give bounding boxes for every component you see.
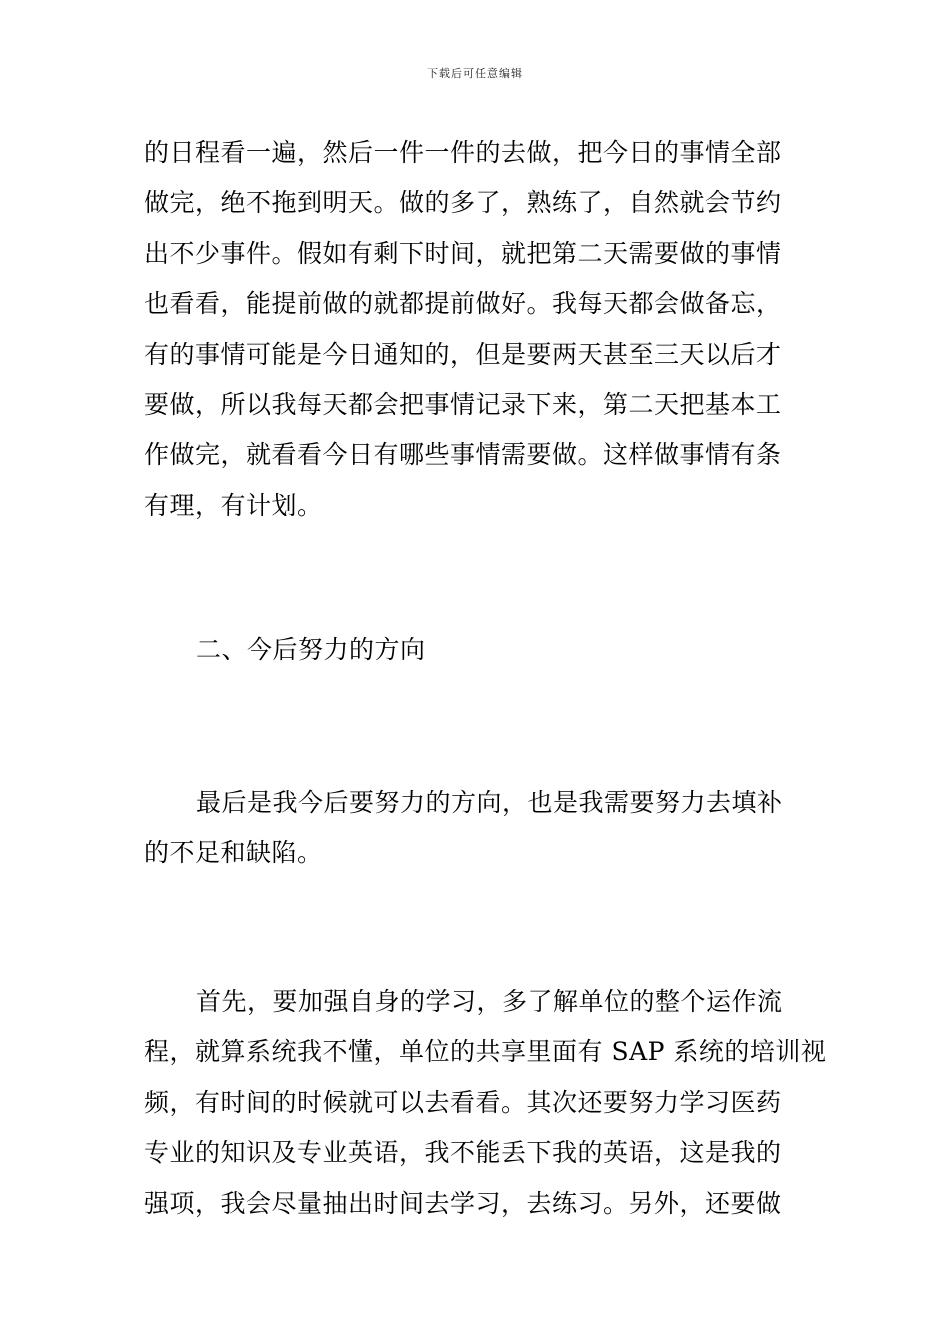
page-header: 下载后可任意编辑 — [427, 67, 523, 80]
text-line: 作做完，就看看今日有哪些事情需要做。这样做事情有条 — [144, 440, 782, 470]
paragraph-intro-direction — [144, 778, 808, 879]
text-line: 有的事情可能是今日通知的，但是要两天甚至三天以后才 — [144, 339, 782, 369]
text-line: 要做，所以我每天都会把事情记录下来，第二天把基本工 — [144, 390, 782, 420]
text-line: 也看看，能提前做的就都提前做好。我每天都会做备忘， — [144, 289, 782, 319]
text-line: 专业的知识及专业英语，我不能丢下我的英语，这是我的 — [144, 1138, 782, 1168]
section-heading-text: 二、今后努力的方向 — [196, 635, 426, 664]
paragraph-learning-plan — [144, 977, 827, 1229]
text-line: 的不足和缺陷。 — [144, 838, 323, 868]
paragraph-daily-planning — [144, 128, 808, 531]
text-line: 最后是我今后要努力的方向，也是我需要努力去填补 — [196, 788, 783, 817]
text-line: 有理，有计划。 — [144, 490, 323, 520]
text-line: 做完，绝不拖到明天。做的多了，熟练了，自然就会节约 — [144, 188, 782, 218]
text-line: 首先，要加强自身的学习，多了解单位的整个运作流 — [196, 987, 783, 1016]
text-line: 程，就算系统我不懂，单位的共享里面有 SAP 系统的培训视 — [144, 1037, 827, 1067]
text-line: 的日程看一遍，然后一件一件的去做，把今日的事情全部 — [144, 138, 782, 167]
text-line: 频，有时间的时候就可以去看看。其次还要努力学习医药 — [144, 1087, 782, 1117]
text-line: 出不少事件。假如有剩下时间，就把第二天需要做的事情 — [144, 238, 782, 268]
text-line: 强项，我会尽量抽出时间去学习，去练习。另外，还要做 — [144, 1188, 782, 1218]
section-heading — [144, 625, 808, 675]
